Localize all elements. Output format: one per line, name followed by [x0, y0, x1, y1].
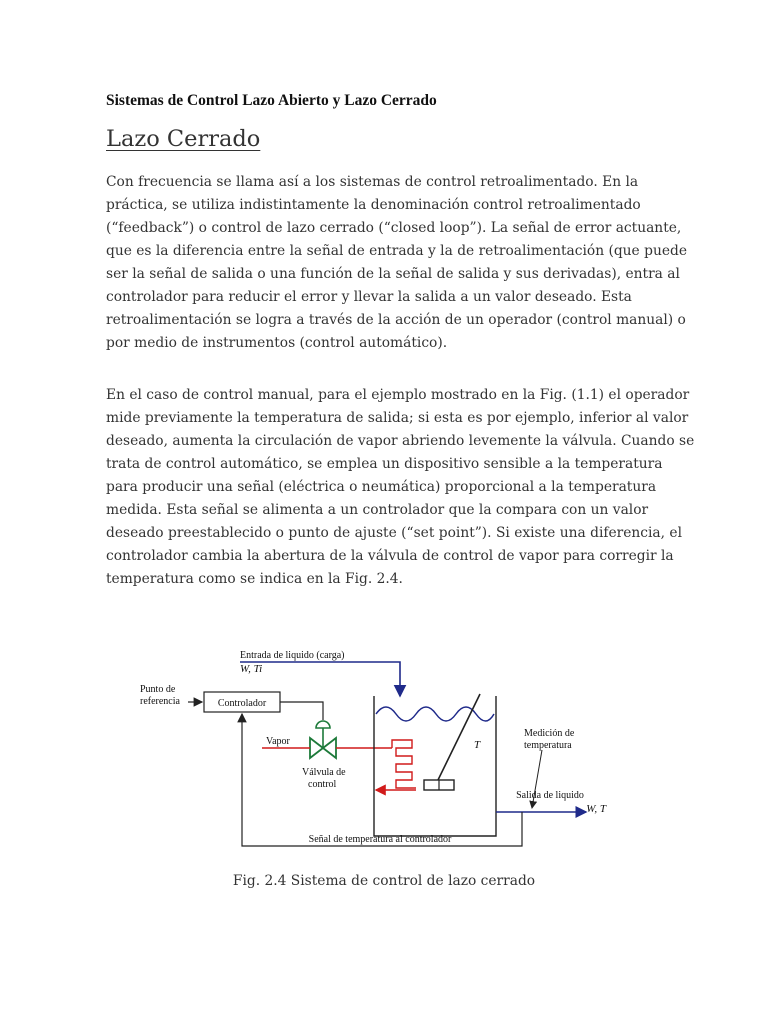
paragraph-line: (“feedback”) o control de lazo cerrado (“closed loop”). La señal de error actuante,: [106, 220, 682, 236]
output-vars-label: W, T: [586, 803, 606, 815]
input-liquid-label: Entrada de liquido (carga): [240, 650, 345, 661]
paragraph-line: En el caso de control manual, para el ejemplo mostrado en la Fig. (1.1) el operador: [106, 387, 690, 403]
paragraph-line: trata de control automático, se emplea un dispositivo sensible a la temperatura: [106, 456, 663, 472]
valve-label-2: control: [308, 779, 337, 790]
feedback-signal-line: [242, 714, 522, 846]
measurement-label-1: Medición de: [524, 728, 575, 739]
output-liquid-label: Salida de liquido: [516, 790, 584, 801]
measurement-label-2: temperatura: [524, 740, 572, 751]
paragraph-line: por medio de instrumentos (control automático).: [106, 335, 448, 351]
document-title: Sistemas de Control Lazo Abierto y Lazo Cerrado: [106, 92, 437, 109]
input-vars-label: W, Ti: [240, 663, 263, 675]
paragraph-line: temperatura como se indica en la Fig. 2.4.: [106, 571, 403, 587]
paragraph-line: controlador cambia la abertura de la válvula de control de vapor para corregir la: [106, 548, 674, 564]
figure-caption: Fig. 2.4 Sistema de control de lazo cerrado: [232, 873, 536, 889]
tank-temperature-label: T: [474, 739, 481, 751]
valve-actuator-icon: [316, 721, 330, 728]
paragraph-line: práctica, se utiliza indistintamente la denominación control retroalimentado: [106, 197, 641, 213]
paragraph-1: [106, 171, 687, 355]
steam-label: Vapor: [266, 736, 290, 747]
paragraph-line: que es la diferencia entre la señal de entrada y la de retroalimentación (que puede: [106, 243, 687, 259]
valve-label-1: Válvula de: [302, 767, 346, 778]
setpoint-label-1: Punto de: [140, 684, 176, 695]
feedback-label: Señal de temperatura al controlador: [308, 834, 452, 845]
paragraph-line: deseado preestablecido o punto de ajuste (“set point”). Si existe una diferencia, el: [106, 525, 682, 541]
setpoint-label-2: referencia: [140, 696, 180, 707]
paragraph-2: [106, 384, 695, 591]
controller-label: Controlador: [217, 698, 267, 709]
paragraph-line: controlador para reducir el error y llevar la salida a un valor deseado. Esta: [106, 289, 632, 305]
liquid-surface: [376, 707, 494, 721]
liquid-input-pipe: [240, 662, 400, 696]
closed-loop-diagram: [130, 640, 606, 850]
agitator-shaft: [438, 694, 480, 780]
paragraph-line: deseado, aumenta la circulación de vapor abriendo levemente la válvula. Cuando se: [106, 433, 695, 449]
section-heading: Lazo Cerrado: [106, 126, 261, 152]
paragraph-line: para producir una señal (eléctrica o neumática) proporcional a la temperatura: [106, 479, 657, 495]
paragraph-line: ser la señal de salida o una función de la señal de salida y sus derivadas), entra al: [106, 266, 680, 282]
controller-valve-signal: [280, 702, 323, 720]
paragraph-line: retroalimentación se logra a través de la acción de un operador (control manual) o: [106, 312, 686, 328]
paragraph-line: Con frecuencia se llama así a los sistemas de control retroalimentado. En la: [106, 174, 639, 190]
paragraph-line: mide previamente la temperatura de salida; si esta es por ejemplo, inferior al valor: [106, 410, 689, 426]
heating-coil: [392, 740, 416, 788]
paragraph-line: medida. Esta señal se alimenta a un controlador que la compara con un valor: [106, 502, 649, 518]
